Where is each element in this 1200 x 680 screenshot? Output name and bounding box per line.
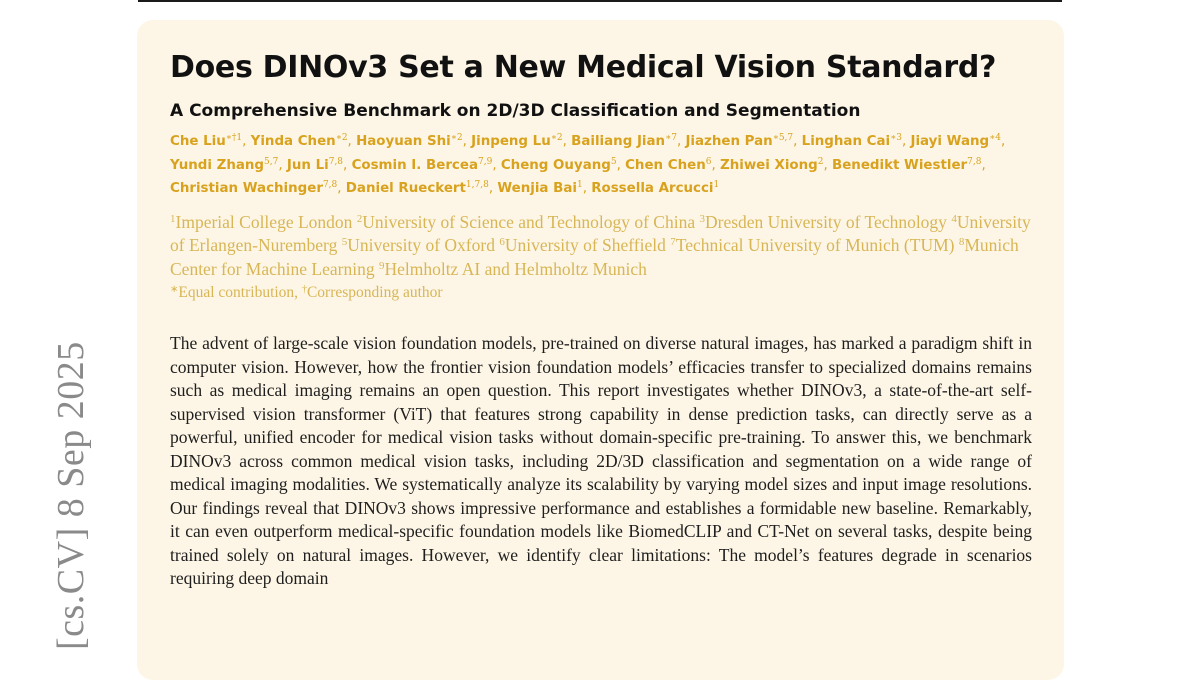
author-affiliation-marks: 7,8	[328, 156, 344, 167]
author-affiliation-marks: 7,8	[322, 180, 338, 190]
author-name	[170, 181, 337, 196]
affiliation-name: Helmholtz AI and Helmholtz Munich	[384, 258, 647, 279]
affiliation-number: 4	[951, 212, 957, 225]
author-name-text: Yundi Zhang	[170, 157, 265, 173]
author-name	[720, 158, 824, 173]
affiliation-list	[170, 211, 1031, 282]
author-name-text: Benedikt Wiestler	[832, 157, 968, 173]
affiliation-number: 3	[699, 212, 705, 225]
author-name	[571, 134, 677, 149]
author-affiliation-marks: 1	[713, 180, 720, 190]
author-name-text: Rossella Arcucci	[591, 181, 714, 196]
affiliation-name: Dresden University of Technology	[704, 211, 947, 232]
author-name-text: Cheng Ouyang	[500, 157, 611, 173]
author-affiliation-marks: ∗†1	[225, 133, 243, 143]
author-affiliation-marks: ∗5,7	[772, 133, 794, 143]
author-name-text: Christian Wachinger	[170, 181, 323, 196]
author-name	[685, 134, 793, 149]
author-name	[287, 158, 343, 173]
affiliation-name: University of Science and Technology of China	[362, 211, 696, 232]
affiliation-item	[499, 235, 666, 255]
affiliation-name: Munich Center for Machine Learning	[170, 235, 1019, 279]
affiliation-name: Technical University of Munich (TUM)	[675, 235, 955, 255]
author-name	[170, 158, 278, 173]
author-name	[497, 181, 582, 196]
author-name-text: Wenjia Bai	[497, 181, 577, 196]
abstract-text: The advent of large-scale vision foundation models, pre-trained on diverse natural images, has marked a paradigm shift in computer vision. However, how the frontier vision foundation models’ efficacies transfer to specialized domains remains such as medical imaging remains an open question. This report investigates whether DINOv3, a state-of-the-art self-supervised vision transformer (ViT) that features strong capability in dense prediction tasks, can directly serve as a powerful, unified encoder for medical vision tasks without domain-specific pre-training. To answer this, we benchmark DINOv3 across common medical vision tasks, including 2D/3D classification and segmentation on a wide range of medical imaging modalities. We systematically analyze its scalability by varying model sizes and input image resolutions. Our findings reveal that DINOv3 shows impressive performance and establishes a formidable new baseline. Remarkably, it can even outperform medical-specific foundation models like BiomedCLIP and CT-Net on several tasks, despite being trained solely on natural images. However, we identify clear limitations: The model’s features degrade in scenarios requiring deep domain	[170, 333, 1032, 588]
corresponding-author-mark: †	[301, 284, 307, 295]
author-name-text: Jun Li	[286, 157, 329, 173]
affiliation-item	[670, 235, 954, 255]
author-name	[251, 134, 348, 149]
author-name-text: Che Liu	[170, 134, 226, 149]
author-name	[346, 181, 489, 196]
corresponding-author-note: Corresponding author	[306, 284, 443, 301]
author-list: Che Liu$^{∗\dagger 1}$, Yinda Chen$^{∗2}$, Haoyuan Shi$^{∗2}$, Jinpeng $Lu^{∗2}$, Bailiang Jian$^{∗7}$, Jiazhen Pan$^{∗5,7}$, Linghan Cai$^{∗3}$, Jiayi Wang$^{∗4}$, Yundi Zhang$^{5,7}$, Jun Li$^{7,8}$, Cosmin I. Bercea$^{7,9}$, Cheng Ouyang$^5$, Chen Chen$^6$, Zhiwei Xiong$^2$, Benedikt Wiestler$^{7,8}$, Christian Wachinger$^{7,8}$, Daniel Rueckert$^{1,7,8}$, Wenjia Bai$^1$, Rossella Arcucci$^1$	[170, 133, 1006, 196]
affiliation-number: 9	[378, 259, 385, 272]
author-name	[625, 158, 711, 173]
author-affiliation-marks: 1	[576, 180, 583, 190]
affiliation-number: 2	[356, 212, 363, 225]
paper-header-card	[137, 20, 1064, 680]
author-affiliation-marks: ∗3	[890, 133, 902, 143]
author-affiliation-marks: 6	[705, 156, 712, 167]
author-name-text: Chen Chen	[625, 157, 706, 173]
equal-contribution-mark: ∗	[170, 284, 179, 295]
author-name	[352, 158, 493, 173]
affiliation-number: 7	[670, 236, 676, 248]
author-name-text: Bailiang Jian	[571, 134, 666, 149]
author-name	[910, 134, 1000, 149]
author-name	[471, 134, 562, 149]
author-name	[802, 134, 902, 149]
author-name	[501, 158, 617, 173]
affiliation-number: 8	[958, 236, 965, 248]
affiliation-item	[342, 235, 495, 255]
author-name-text: Haoyuan Shi	[356, 134, 451, 149]
author-name	[832, 158, 981, 173]
author-affiliation-marks: 5,7	[264, 156, 279, 167]
contribution-notes	[170, 281, 1031, 305]
author-name-text: Linghan Cai	[801, 134, 891, 149]
author-name-text: Daniel Rueckert	[345, 181, 466, 196]
author-name	[591, 181, 719, 196]
affiliation-number: 6	[499, 236, 505, 248]
affiliation-number: 5	[341, 236, 348, 248]
author-name-text: Cosmin I. Bercea	[351, 157, 478, 173]
author-affiliation-marks: ∗7	[665, 133, 677, 143]
author-name-text: Jiazhen Pan	[685, 134, 773, 149]
equal-contribution-note: Equal contribution,	[178, 284, 299, 301]
author-name	[356, 134, 463, 149]
affiliation-item	[699, 212, 946, 232]
author-affiliation-marks: ∗2	[450, 133, 463, 143]
top-rule	[138, 0, 1062, 2]
affiliation-item	[170, 212, 352, 232]
author-affiliation-marks: 5	[610, 156, 617, 167]
author-affiliation-marks: 1,7,8	[465, 180, 489, 190]
author-affiliation-marks: ∗2	[550, 133, 563, 143]
author-name-text: Yinda Chen	[250, 134, 336, 149]
affiliation-item	[379, 259, 647, 279]
paper-title: Does DINOv3 Set a New Medical Vision Standard?	[170, 50, 997, 85]
affiliation-name: University of Sheffield	[504, 235, 666, 255]
affiliation-number: 1	[170, 212, 176, 225]
author-affiliation-marks: ∗2	[335, 133, 348, 143]
author-name-text: Zhiwei Xiong	[719, 157, 818, 173]
affiliation-name: University of Erlangen-Nuremberg	[170, 211, 1031, 255]
author-name-text: Jiayi Wang	[910, 134, 990, 149]
author-affiliation-marks: 7,9	[477, 156, 493, 167]
author-name	[170, 134, 242, 149]
author-affiliation-marks: 7,8	[967, 156, 982, 167]
author-affiliation-marks: ∗4	[989, 133, 1001, 143]
author-name-text: Jinpeng Lu	[471, 134, 551, 149]
affiliation-name: University of Oxford	[347, 235, 495, 255]
arxiv-side-stamp: [cs.CV] 8 Sep 2025	[50, 341, 92, 650]
paper-subtitle: A Comprehensive Benchmark on 2D/3D Classification and Segmentation	[170, 101, 861, 121]
affiliation-item	[357, 212, 695, 232]
author-affiliation-marks: 2	[817, 156, 824, 167]
affiliation-name: Imperial College London	[175, 211, 353, 232]
